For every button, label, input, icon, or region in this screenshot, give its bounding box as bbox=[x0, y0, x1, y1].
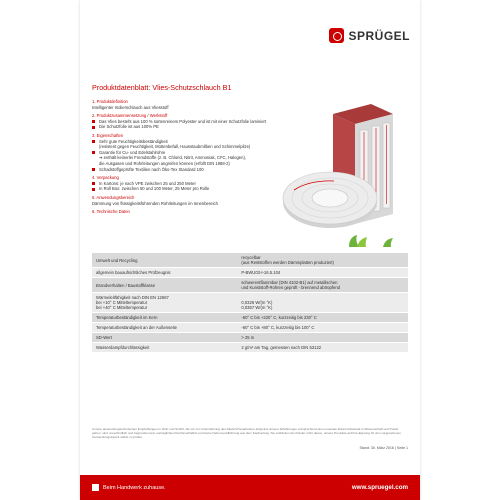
footer-slogan-block bbox=[92, 484, 166, 491]
bullet-item: In Roll Box: zwischen 50 und 100 Meter, 25 Meter pro Rolle bbox=[92, 186, 322, 192]
section-heading: 5. Anwendungsbereich bbox=[92, 194, 135, 200]
bullet-item: Garantie für Cu- und Edelstahlrohre bbox=[92, 150, 322, 156]
spec-value: 0,0326 W/(m °K) 0,0357 W/(m °K) bbox=[237, 293, 408, 313]
footer-bar bbox=[80, 475, 420, 500]
spec-key: Temperaturbeständigkeit an der Außenseite bbox=[92, 323, 237, 333]
brand-logo bbox=[329, 28, 410, 43]
table-row bbox=[92, 343, 408, 353]
page-title: Produktdatenblatt: Vlies-Schutzschlauch B1 bbox=[92, 83, 232, 92]
spec-key: SD-Wert bbox=[92, 333, 237, 343]
spec-value: 2 g/m² am Tag, gemessen nach DIN 53122 bbox=[237, 343, 408, 353]
table-row bbox=[92, 253, 408, 268]
section-text: (resistent gegen Feuchtigkeit, Mottenbefall, Hausstaubmilben und Schimmelpilze) bbox=[99, 144, 251, 150]
spec-key: Wärmeleitfähigkeit nach DIN EN 12667 bei +10° C Mitteltemperatur bei +40° C Mitteltemperatur bbox=[92, 293, 237, 313]
bullet-item: Sehr gute Feuchtigkeitsbeständigkeit bbox=[92, 139, 322, 145]
spec-key: Brandverhalten / Baustoffklasse bbox=[92, 278, 237, 293]
section-heading: 4. Verpackung bbox=[92, 175, 119, 181]
spec-value: > 25 m bbox=[237, 333, 408, 343]
section-heading: 6. Technische Daten bbox=[92, 209, 130, 215]
section-text: ➔ enthält keinerlei Fremdstoffe (z. B. Chlorid, Nitrit, Ammoniak, CFC, Halogen), bbox=[99, 155, 247, 161]
spec-value: P-BWU03-I-16.5.104 bbox=[237, 268, 408, 278]
brand-logo-icon bbox=[329, 28, 344, 43]
spec-value: recycelbar (aus Reststoffen werden Dämmplatten produziert) bbox=[237, 253, 408, 268]
datasheet-page bbox=[80, 0, 420, 500]
section-heading: 3. Eigenschaften bbox=[92, 132, 124, 138]
section-heading: 2. Produktzusammensetzung / Werkstoff bbox=[92, 113, 168, 119]
brand-name: SPRÜGEL bbox=[348, 28, 410, 43]
section-heading: 1. Produktdefinition bbox=[92, 99, 128, 104]
table-row bbox=[92, 323, 408, 333]
spec-key: allgemein bauaufsichtliches Prüfzeugnis bbox=[92, 268, 237, 278]
oeko-tex-icon bbox=[335, 232, 407, 248]
bullet-item: Die Schutzfolie ist aus 100% PE bbox=[92, 124, 322, 130]
spec-key: Umwelt und Recycling bbox=[92, 253, 237, 268]
table-row bbox=[92, 278, 408, 293]
roll-image bbox=[280, 168, 380, 230]
disclaimer-text: Unsere anwendungstechnischen Empfehlungen in Wort und Schrift, die wir zur Unterstützung des Käufers/Verarbeiters aufgrund unserer Erfahrungen entsprechend dem neuesten Erkenntnisstand in Wissenschaft und Praxis geben, sind unverbindlich und begründen kein vertragliches Rechtsverhältnis und keine Nebenverpflichtung aus dem Kaufvertrag. Sie entbinden den Käufer nicht davon, unsere Produkte auf ihre Eignung für den vorgesehenen Verwendungszweck selbst zu prüfen. bbox=[92, 427, 401, 439]
technical-data-table bbox=[92, 253, 408, 353]
table-row bbox=[92, 293, 408, 313]
spec-key: Wasserdampfdurchlässigkeit bbox=[92, 343, 237, 353]
section-text: Dämmung von flüssigkeitsführenden Rohrleitungen im Innenbereich bbox=[92, 200, 218, 206]
bullet-item: In Kartons: je nach VPE zwischen 25 und 250 Meter bbox=[92, 181, 322, 187]
table-row bbox=[92, 268, 408, 278]
bullet-item: Schadstoffgeprüfte Textilien nach Öko-Tex Standard 100 bbox=[92, 167, 322, 173]
spec-value: -60° C bis +220° C, kurzzeitig bis 230° C bbox=[237, 313, 408, 323]
table-row bbox=[92, 313, 408, 323]
website-link[interactable]: www.spruegel.com bbox=[351, 484, 408, 491]
square-bullet-icon bbox=[92, 484, 99, 491]
section-text: die Ausgasen und Rohrleitungen angreifen können (erfüllt DIN 1988-2) bbox=[99, 160, 230, 166]
table-row bbox=[92, 333, 408, 343]
spec-value: schwerentflammbar (DIN 4102-B1) auf metallischen und Kunststoff-Rohren geprüft - brennend abtropfend bbox=[237, 278, 408, 293]
footer-slogan: Beim Handwerk zuhause. bbox=[103, 484, 166, 491]
section-text: Intelligenter Isolierschlauch aus Vliesstoff bbox=[92, 104, 169, 110]
bullet-item: Das Vlies besteht aus 100 % sortenreinem Polyester und ist mit einer Schutzfolie laminiert bbox=[92, 119, 322, 125]
document-date: Stand: 30. März 2016 | Seite 1 bbox=[359, 446, 408, 450]
spec-key: Temperaturbeständigkeit im Kern bbox=[92, 313, 237, 323]
spec-value: -60° C bis +80° C, kurzzeitig bis 100° C bbox=[237, 323, 408, 333]
